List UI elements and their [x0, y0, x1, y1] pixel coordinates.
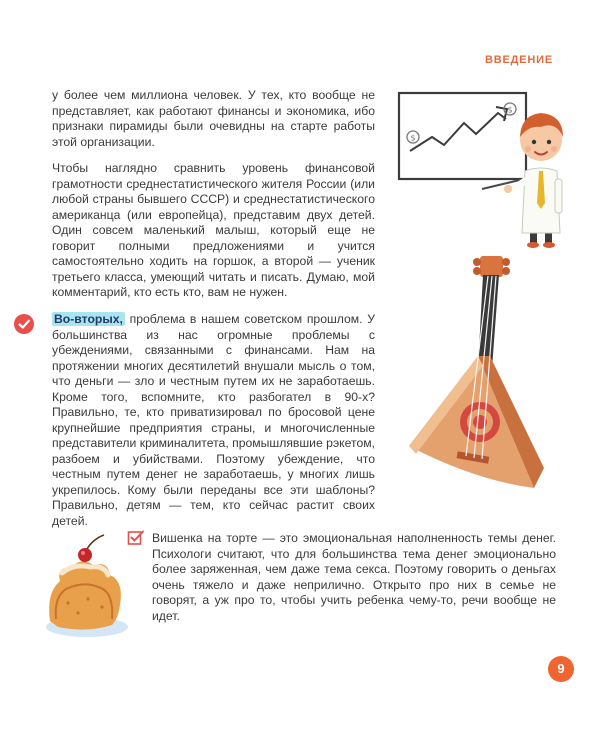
section-title: ВВЕДЕНИЕ: [485, 54, 553, 66]
paragraph-two-children: Чтобы наглядно сравнить уровень финансовой грамотности среднестатистического жителя России (или любой страны бывшего СССР) и среднестатистического американца (или европейца), представим двух детей. Один совсем маленький малыш, который еще не говорит полными предложениями и учится самостоятельно ходить на горшок, а второй — ученик третьего класса, умеющий читать и писать. Думаю, мой комментарий, кто есть кто, вам не нужен.: [52, 161, 375, 299]
paragraph-emotional-topic: Вишенка на торте — это эмоциональная наполненность темы денег. Психологи считают, что для большинства тема денег эмоционально более заряженная, чем даже тема секса. Поэтому говорить о деньгах очень тяжело и даже неприлично. Открыто про них в семье не говорят, а уж про то, чтобы учить ребенка чему-то, речи вообще не идет.: [152, 531, 556, 623]
cake-cherry-illustration: [38, 533, 138, 643]
paragraph-soviet-past: [52, 312, 375, 529]
coin-symbol-right: $: [507, 105, 513, 115]
page-number: 9: [548, 656, 574, 682]
coin-symbol-left: $: [410, 133, 416, 143]
paragraph-pyramid-intro: у более чем миллиона человек. У тех, кто вообще не представляет, как работают финансы и экономика, ибо признаки пирамиды были очевидны на старте работы этой организации.: [52, 88, 375, 149]
paragraph-soviet-past-body: проблема в нашем советском прошлом. У большинства из нас огромные проблемы с убеждениями, связанными с финансами. Нам на протяжении многих десятилетий внушали мысль о том, что деньги — зло и честным путем их не заработаешь. Кроме того, вспомните, кто разбогател в 90-х? Правильно, те, кто приватизировал по бросовой цене крупнейшие предприятия страны, и многочисленные представители криминалитета, промышлявшие рэкетом, разбоем и убийствами. Поэтому убеждение, что честным путем денег не заработаешь, у многих лишь укрепилось. Кому были переданы все эти шаблоны? Правильно, детям — тем, кто сейчас растит своих детей.: [52, 312, 375, 528]
check-circle-icon: [14, 314, 34, 334]
highlighted-lead: Во-вторых,: [54, 312, 123, 326]
teacher-chart-illustration: [396, 85, 586, 250]
balalaika-illustration: [404, 256, 552, 496]
